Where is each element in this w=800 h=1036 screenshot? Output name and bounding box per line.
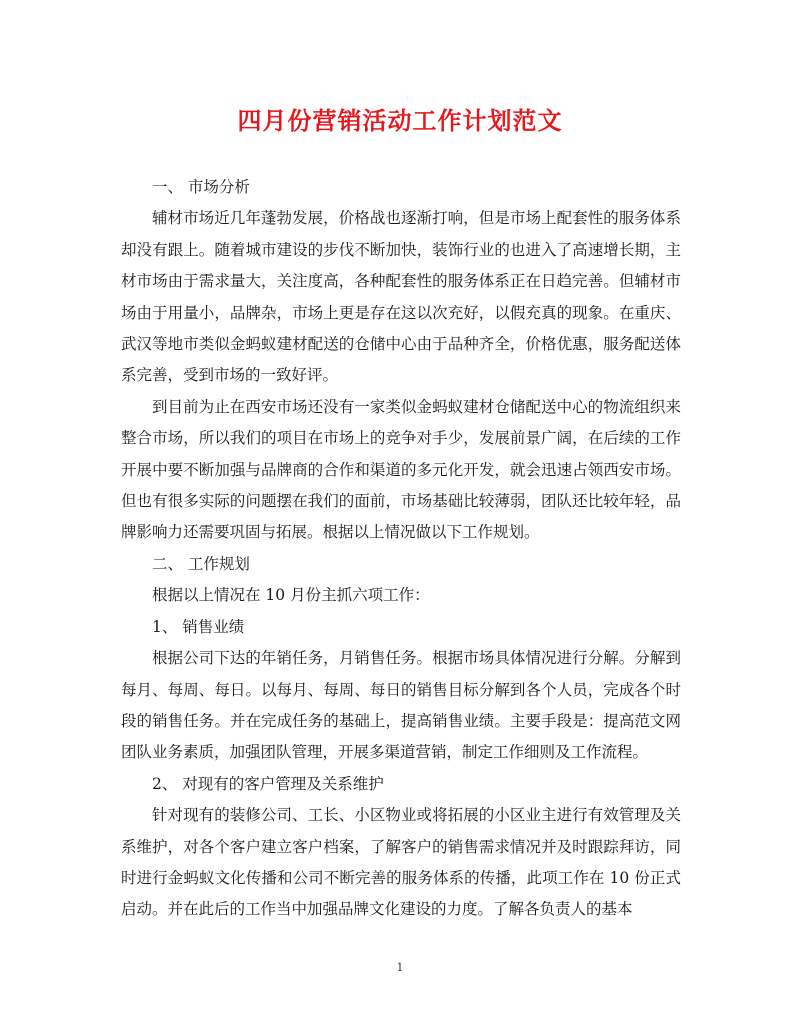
paragraph-october-tasks: 根据以上情况在 10 月份主抓六项工作： bbox=[152, 586, 430, 605]
subheading-customer-management: 2、 对现有的客户管理及关系维护 bbox=[152, 774, 384, 793]
page-number: 1 bbox=[396, 961, 404, 974]
document-title: 四月份营销活动工作计划范文 bbox=[237, 106, 563, 135]
document-body bbox=[121, 172, 681, 926]
paragraph-market-overview: 辅材市场近几年蓬勃发展，价格战也逐渐打响，但是市场上配套性的服务体系却没有跟上。随着城市建设的步伐不断加快，装饰行业的也进入了高速增长期，主材市场由于需求量大，关注度高，各种配套性的服务体系正在日趋完善。但辅材市场由于用量小，品牌杂，市场上更是存在这以次充好，以假充真的现象。在重庆、武汉等地市类似金蚂蚁建材配送的仓储中心由于品种齐全，价格优惠，服务配送体系完善，受到市场的一致好评。 bbox=[121, 209, 681, 385]
section-heading-market-analysis: 一、 市场分析 bbox=[152, 178, 250, 196]
section-heading-work-plan: 二、 工作规划 bbox=[152, 554, 250, 573]
paragraph-xian-market: 到目前为止在西安市场还没有一家类似金蚂蚁建材仓储配送中心的物流组织来整合市场，所以我们的项目在市场上的竞争对手少，发展前景广阔，在后续的工作开展中要不断加强与品牌商的合作和渠道的多元化开发，就会迅速占领西安市场。但也有很多实际的问题摆在我们的面前，市场基础比较薄弱，团队还比较年轻，品牌影响力还需要巩固与拓展。根据以上情况做以下工作规划。 bbox=[121, 397, 681, 542]
subheading-sales-performance: 1、 销售业绩 bbox=[152, 617, 245, 636]
paragraph-sales-performance: 根据公司下达的年销任务，月销售任务。根据市场具体情况进行分解。分解到每月、每周、每日。以每月、每周、每日的销售目标分解到各个人员，完成各个时段的销售任务。并在完成任务的基础上，提高销售业绩。主要手段是：提高范文网团队业务素质，加强团队管理，开展多渠道营销，制定工作细则及工作流程。 bbox=[121, 649, 681, 762]
paragraph-customer-management: 针对现有的装修公司、工长、小区物业或将拓展的小区业主进行有效管理及关系维护，对各个客户建立客户档案，了解客户的销售需求情况并及时跟踪拜访，同时进行金蚂蚁文化传播和公司不断完善的服务体系的传播，此项工作在 10 份正式启动。并在此后的工作当中加强品牌文化建设的力度。了解各负责人的基本 bbox=[121, 806, 681, 919]
